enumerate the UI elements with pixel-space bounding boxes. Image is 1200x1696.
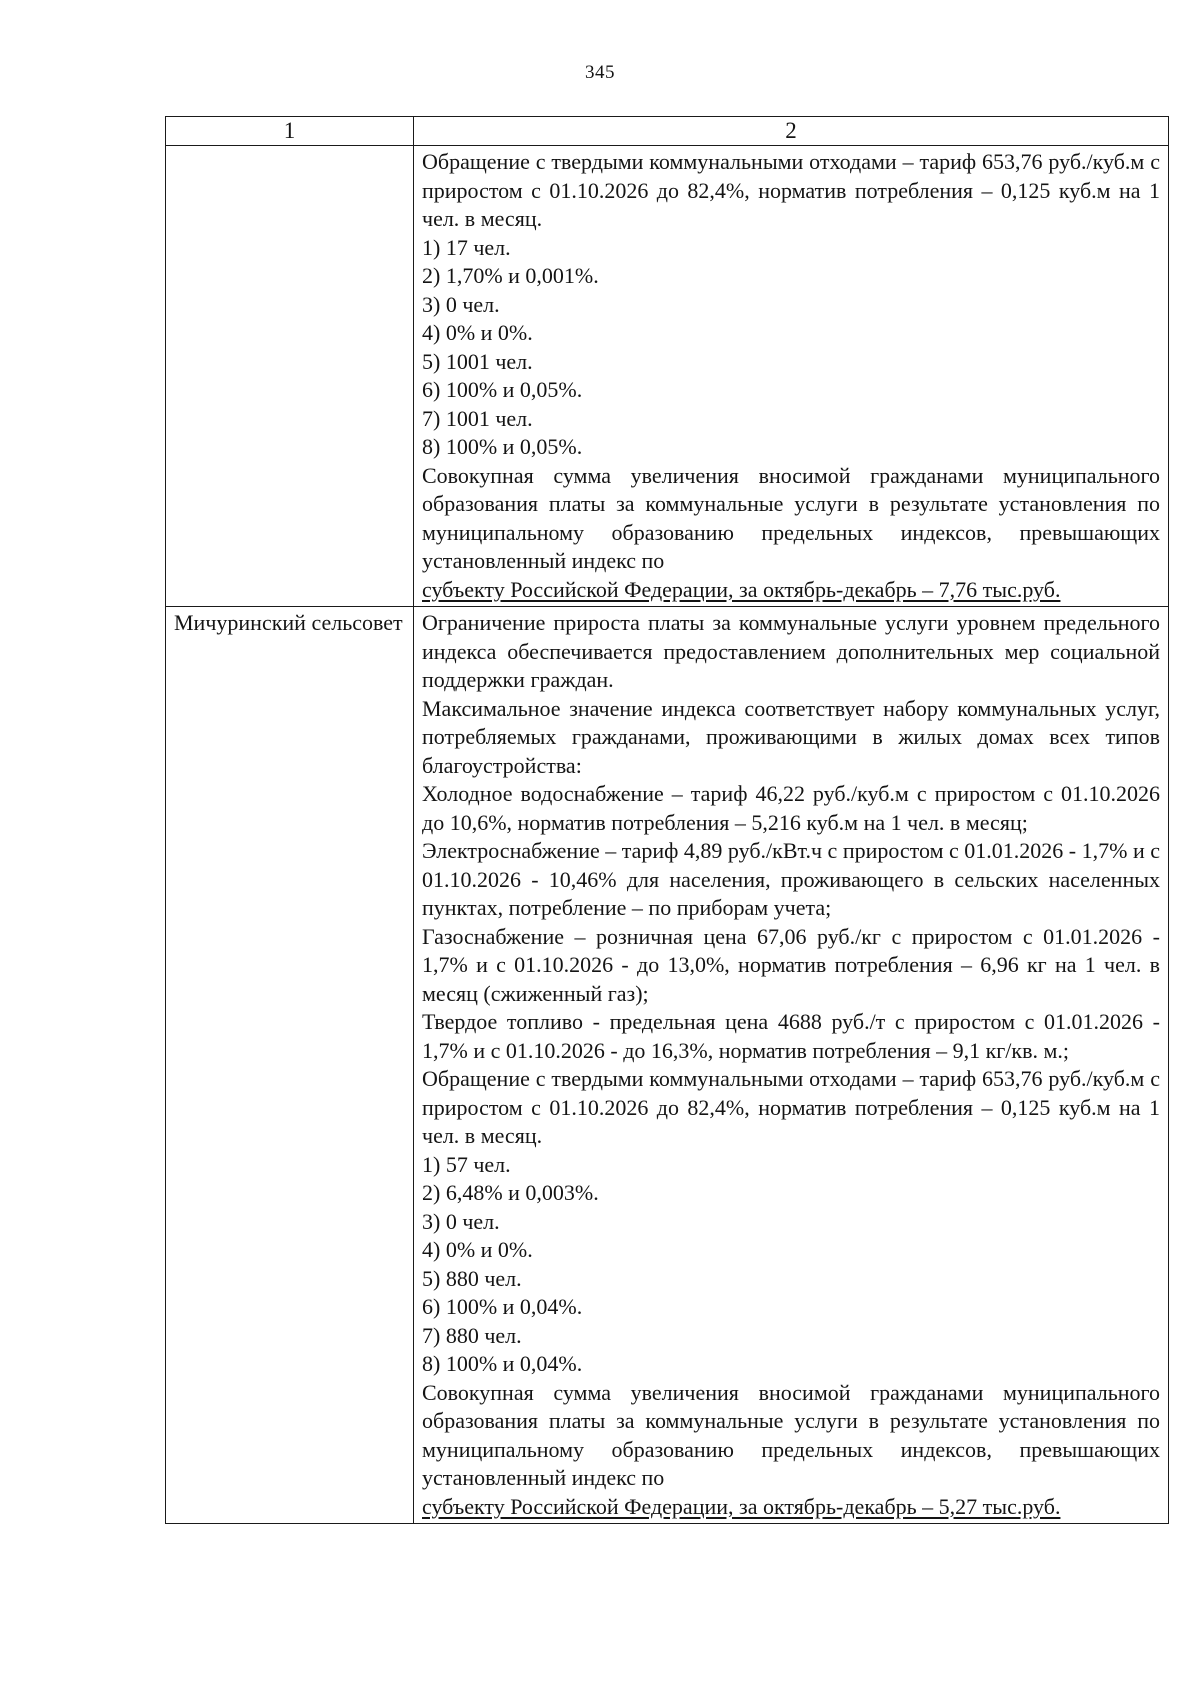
limit-paragraph: Ограничение прироста платы за коммунальные услуги уровнем предельного индекса обеспечивается предоставлением дополнительных мер социальной поддержки граждан. xyxy=(422,610,1160,692)
list-item: 6) 100% и 0,04%. xyxy=(422,1294,583,1319)
data-table xyxy=(165,116,1169,1524)
list-item: 3) 0 чел. xyxy=(422,1208,500,1234)
cold-water-paragraph: Холодное водоснабжение – тариф 46,22 руб./куб.м с приростом с 01.10.2026 до 10,6%, норматив потребления – 5,216 куб.м на 1 чел. в месяц; xyxy=(422,781,1160,835)
table-header-row xyxy=(166,117,1169,146)
municipality-name-cell: Мичуринский сельсовет xyxy=(166,607,414,1524)
gas-paragraph: Газоснабжение – розничная цена 67,06 руб./кг с приростом с 01.01.2026 - 1,7% и с 01.10.2026 - до 13,0%, норматив потребления – 6,96 кг на 1 чел. в месяц (сжиженный газ); xyxy=(422,923,1160,1006)
page-number: 345 xyxy=(585,62,615,83)
list-item: 3) 0 чел. xyxy=(422,291,500,317)
header-col-2: 2 xyxy=(414,117,1169,146)
max-index-paragraph: Максимальное значение индекса соответствует набору коммунальных услуг, потребляемых гражданами, проживающими в жилых домах всех типов благоустройства: xyxy=(422,695,1160,778)
list-item: 8) 100% и 0,04%. xyxy=(422,1351,583,1376)
content-cell xyxy=(414,146,1169,607)
waste-tariff-paragraph: Обращение с твердыми коммунальными отходами – тариф 653,76 руб./куб.м с приростом с 01.10.2026 до 82,4%, норматив потребления – 0,125 куб.м на 1 чел. в месяц. xyxy=(422,149,1160,231)
list-item: 4) 0% и 0%. xyxy=(422,320,533,345)
solid-fuel-paragraph: Твердое топливо - предельная цена 4688 руб./т с приростом с 01.01.2026 - 1,7% и с 01.10.2026 - до 16,3%, норматив потребления – 9,1 кг/кв. м.; xyxy=(422,1009,1160,1063)
summary-total-line: субъекту Российской Федерации, за октябрь-декабрь – 5,27 тыс.руб. xyxy=(422,1493,1061,1519)
waste-tariff-paragraph: Обращение с твердыми коммунальными отходами – тариф 653,76 руб./куб.м с приростом с 01.10.2026 до 82,4%, норматив потребления – 0,125 куб.м на 1 чел. в месяц. xyxy=(422,1066,1160,1148)
list-item: 8) 100% и 0,05%. xyxy=(422,434,583,459)
list-item: 2) 6,48% и 0,003%. xyxy=(422,1180,599,1205)
list-item: 7) 1001 чел. xyxy=(422,405,533,431)
municipality-name-cell xyxy=(166,146,414,607)
header-col-1: 1 xyxy=(166,117,414,146)
list-item: 7) 880 чел. xyxy=(422,1322,522,1348)
summary-total-line: субъекту Российской Федерации, за октябрь-декабрь – 7,76 тыс.руб. xyxy=(422,576,1061,602)
summary-paragraph: Совокупная сумма увеличения вносимой гражданами муниципального образования платы за коммунальные услуги в результате установления по муниципальному образованию предельных индексов, превышающих установленный индекс по xyxy=(422,1379,1160,1490)
content-cell xyxy=(414,607,1169,1524)
list-item: 6) 100% и 0,05%. xyxy=(422,377,583,402)
summary-paragraph: Совокупная сумма увеличения вносимой гражданами муниципального образования платы за коммунальные услуги в результате установления по муниципальному образованию предельных индексов, превышающих установленный индекс по xyxy=(422,462,1160,573)
electricity-paragraph: Электроснабжение – тариф 4,89 руб./кВт.ч с приростом с 01.01.2026 - 1,7% и с 01.10.2026 - 10,46% для населения, проживающего в сельских населенных пунктах, потребление – по приборам учета; xyxy=(422,838,1160,920)
list-item: 4) 0% и 0%. xyxy=(422,1237,533,1262)
table-row xyxy=(166,607,1169,1524)
list-item: 2) 1,70% и 0,001%. xyxy=(422,263,599,288)
list-item: 1) 17 чел. xyxy=(422,234,511,260)
list-item: 5) 880 чел. xyxy=(422,1265,522,1291)
table-row xyxy=(166,146,1169,607)
list-item: 1) 57 чел. xyxy=(422,1151,511,1177)
list-item: 5) 1001 чел. xyxy=(422,348,533,374)
